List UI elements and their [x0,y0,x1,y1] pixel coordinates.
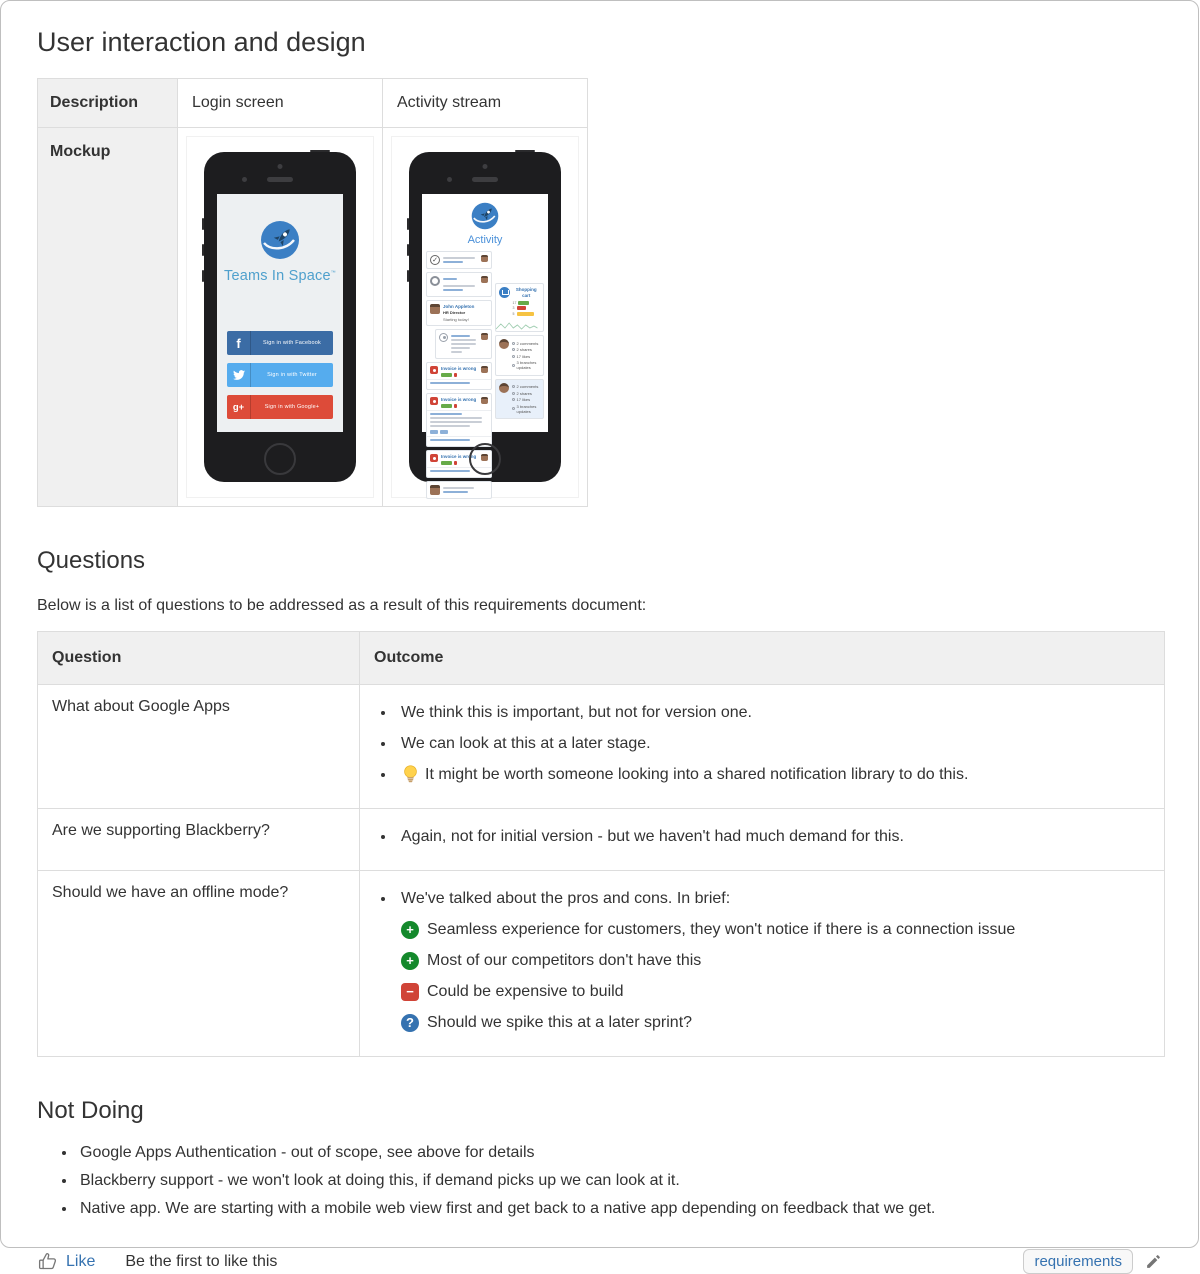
volume-button-icon [202,270,204,282]
stat-comments: 2 comments [516,384,539,389]
pros-cons-text: Could be expensive to build [427,983,624,1000]
table-row [38,809,1165,871]
questions-intro: Below is a list of questions to be addressed as a result of this requirements document: [37,597,647,614]
camera-dot-icon [278,164,283,169]
question-cell: What about Google Apps [38,685,360,809]
camera-dot-icon [483,164,488,169]
activity-mockup-cell [383,128,588,507]
table-row [38,685,1165,809]
outcome-cell [360,809,1165,871]
invoice-title: Invoice is wrong [441,366,477,371]
volume-button-icon [407,244,409,256]
minus-icon: − [401,983,419,1001]
outcome-column-header: Outcome [360,632,1165,685]
sparkline-chart [496,319,537,331]
avatar [499,383,509,393]
home-button-icon [469,443,501,475]
activity-card-mention [426,272,492,297]
outcome-bullet-text: It might be worth someone looking into a shared notification library to do this. [425,766,969,783]
invoice-title: Invoice is wrong [441,397,477,402]
avatar [499,339,509,349]
outcome-bullet [396,764,1150,785]
signin-google-button [227,395,333,419]
avatar [481,255,488,262]
mockup-table-body-row [38,128,588,507]
branch-icon [512,364,515,367]
like-button[interactable] [37,1251,95,1272]
facebook-icon: f [227,331,251,355]
avatar [481,276,488,283]
mockup-table-col-activity: Activity stream [383,79,588,128]
not-doing-heading: Not Doing [37,1097,144,1124]
plus-icon: + [401,952,419,970]
page-label-requirements[interactable]: requirements [1023,1249,1133,1274]
branch-icon [512,407,515,410]
activity-mockup-image [391,136,579,498]
activity-card-attachment [426,481,492,499]
teams-in-space-logo-icon [471,202,499,230]
volume-button-icon [202,218,204,230]
like-icon [512,398,515,401]
check-icon: ✓ [430,255,440,265]
activity-feed-right-column [495,283,544,428]
avatar [430,485,440,495]
mockup-table-col-login: Login screen [178,79,383,128]
teams-in-space-logo-icon [260,220,300,260]
person-status: Starting today! [443,317,469,322]
page-title: User interaction and design [37,27,366,57]
stat-likes: 17 likes [516,397,531,402]
thumbs-up-icon [37,1251,58,1272]
avatar [481,333,488,340]
activity-card-invoice [426,362,492,390]
twitter-icon [227,363,251,387]
signin-twitter-button [227,363,333,387]
speaker-slot-icon [267,177,293,182]
stat-branches: 3 branches updates [516,360,537,370]
plus-icon: + [401,921,419,939]
lightbulb-icon [401,764,420,783]
comment-icon [512,342,515,345]
mockup-table-header-row [38,79,588,128]
activity-feed [422,246,548,459]
phone-frame [409,152,561,482]
question-cell: Should we have an offline mode? [38,871,360,1057]
outcome-bullet: • Again, not for initial version - but we haven't had much demand for this. [396,826,1150,847]
pros-cons-line [401,950,1150,971]
invoice-error-icon [430,397,438,405]
shopping-cart-title: Shopping cart [515,287,537,298]
page-footer [37,1249,1162,1274]
volume-button-icon [407,270,409,282]
activity-card-task [426,251,492,269]
avatar [481,366,488,373]
login-mockup-cell [178,128,383,507]
question-cell: Are we supporting Blackberry? [38,809,360,871]
activity-title: Activity [467,234,503,246]
shopping-cart-card: Shopping cart 17 3 5 [495,283,544,332]
stat-shares: 2 shares [516,390,532,396]
like-icon [512,355,515,358]
stats-card [495,335,544,376]
googleplus-icon: g+ [227,395,251,419]
question-mark-icon: ? [401,1014,419,1032]
pros-cons-text: Should we spike this at a later sprint? [427,1014,693,1031]
pros-cons-line [401,919,1150,940]
questions-heading: Questions [37,547,146,574]
pros-cons-text: Most of our competitors don't have this [427,952,702,969]
list-item: • Blackberry support - we won't look at doing this, if demand picks up we can look at it. [77,1167,1162,1195]
login-mockup-image [186,136,374,498]
mockup-row-header: Mockup [38,128,178,507]
gear-icon [430,276,440,286]
share-icon [512,392,515,395]
outcome-bullet [396,888,1150,1033]
activity-card-person [426,300,492,326]
shopping-cart-icon [499,287,510,298]
volume-button-icon [202,244,204,256]
stat-branches: 3 branches updates [516,403,537,414]
outcome-bullet: • We can look at this at a later stage. [396,733,1150,754]
list-item: • Native app. We are starting with a mobile web view first and get back to a native app depending on feedback that we get. [77,1195,1162,1223]
phone-frame [204,152,356,482]
signin-facebook-button [227,331,333,355]
pros-cons-line [401,981,1150,1002]
edit-labels-pencil-icon[interactable] [1145,1253,1162,1270]
activity-card-shared [435,329,492,359]
signin-twitter-label: Sign in with Twitter [267,372,317,378]
list-item: • Google Apps Authentication - out of scope, see above for details [77,1139,1162,1167]
power-button-icon [515,150,535,152]
like-link[interactable]: Like [66,1252,96,1270]
login-screen [217,194,343,432]
signin-buttons [227,331,333,419]
invoice-error-icon [430,366,438,374]
stats-card-highlighted [495,379,544,420]
person-role: HR Director [443,310,466,315]
mockup-table [37,78,588,507]
stat-likes: 17 likes [516,353,531,359]
outcome-cell [360,685,1165,809]
brand-name: Teams In Space™ [224,268,336,284]
not-doing-list [37,1139,1162,1223]
camera-dot-icon [447,177,452,182]
outcome-cell [360,871,1165,1057]
pros-cons-line [401,1012,1150,1033]
questions-table [37,631,1165,1057]
trademark-mark: ™ [330,270,336,277]
question-column-header: Question [38,632,360,685]
home-button-icon [264,443,296,475]
activity-screen [422,194,548,459]
person-name: John Appleton [443,304,475,309]
activity-card-invoice-expanded [426,393,492,447]
questions-table-header-row [38,632,1165,685]
invoice-title: Invoice is wrong [441,454,477,459]
pros-cons-text: Seamless experience for customers, they won't notice if there is a connection issue [427,921,1016,938]
invoice-error-icon [430,454,438,462]
share-icon [512,348,515,351]
table-row [38,871,1165,1057]
signin-google-label: Sign in with Google+ [264,404,320,410]
signin-facebook-label: Sign in with Facebook [262,340,321,346]
camera-dot-icon [242,177,247,182]
stat-comments: 2 comments [516,340,539,346]
like-hint: Be the first to like this [125,1252,278,1270]
speaker-slot-icon [472,177,498,182]
comment-icon [512,385,515,388]
avatar [481,397,488,404]
stat-shares: 2 shares [516,347,532,352]
avatar [430,304,440,314]
mockup-table-corner-header: Description [38,79,178,128]
power-button-icon [310,150,330,152]
person-icon [439,333,448,342]
activity-feed-left-column [426,251,492,459]
outcome-bullet: • We think this is important, but not for version one. [396,702,1150,723]
outcome-bullet-text: We've talked about the pros and cons. In brief: [401,890,731,907]
volume-button-icon [407,218,409,230]
